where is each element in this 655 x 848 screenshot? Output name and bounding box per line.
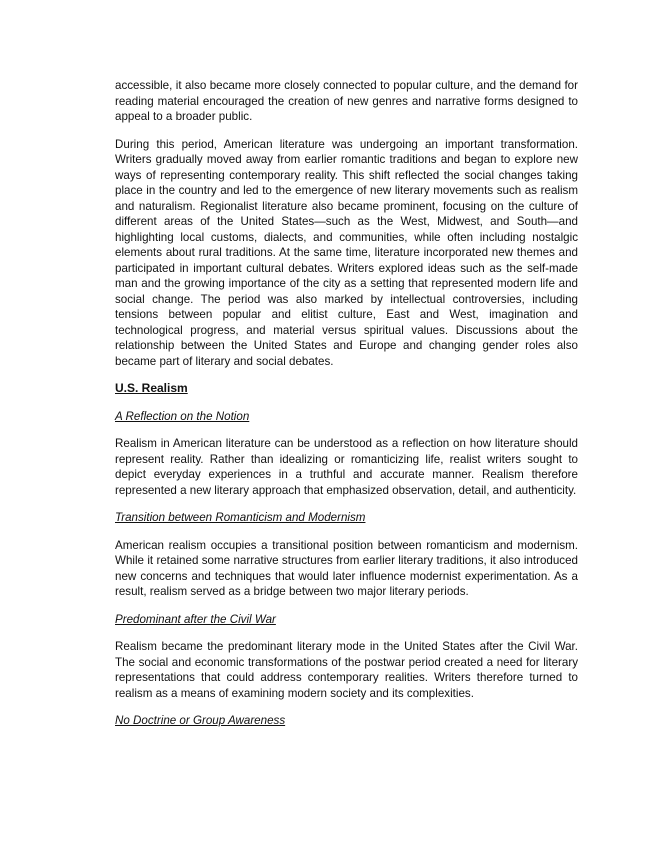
section-heading-us-realism: U.S. Realism bbox=[115, 381, 188, 395]
subheading-reflection-notion: A Reflection on the Notion bbox=[115, 409, 250, 423]
subheading-transition: Transition between Romanticism and Modernism bbox=[115, 511, 366, 524]
subheading-predominant-civil-war: Predominant after the Civil War bbox=[115, 612, 276, 626]
document-page bbox=[115, 78, 578, 741]
subheading-no-doctrine: No Doctrine or Group Awareness bbox=[115, 714, 286, 727]
paragraph-transition: American realism occupies a transitional position between romanticism and modernism. While it retained some narrative structures from earlier literary traditions, it also introduced new concerns and techniques that would later influence modernist experimentation. As a result, realism served as a bridge between two major literary periods. bbox=[115, 538, 578, 598]
paragraph-reflection-notion: Realism in American literature can be understood as a reflection on how literature should represent reality. Rather than idealizing or romanticizing life, realist writers sought to depict everyday experiences in a truthful and accurate manner. Realism therefore represented a new literary approach that emphasized observation, detail, and authenticity. bbox=[115, 437, 578, 497]
paragraph-continuation: accessible, it also became more closely connected to popular culture, and the demand for reading material encouraged the creation of new genres and narrative forms designed to appeal to a broader public. bbox=[115, 79, 578, 123]
paragraph-literature-transformation: During this period, American literature was undergoing an important transformation. Writers gradually moved away from earlier romantic traditions and began to explore new ways of representing contemporary reality. This shift reflected the social changes taking place in the country and led to the emergence of new literary movements such as realism and naturalism. Regionalist literature also became prominent, focusing on the culture of different areas of the United States—such as the West, Midwest, and South—and highlighting local customs, dialects, and communities, while often including nostalgic elements about rural traditions. At the same time, literature incorporated new themes and participated in important cultural debates. Writers explored ideas such as the self-made man and the growing importance of the city as a setting that represented modern life and social change. The period was also marked by intellectual controversies, including tensions between popular and elitist culture, East and West, imagination and technological progress, and material versus spiritual values. Discussions about the relationship between the United States and Europe and changing gender roles also became part of literary and social debates. bbox=[115, 137, 578, 368]
paragraph-predominant-civil-war: Realism became the predominant literary mode in the United States after the Civil War. The social and economic transformations of the postwar period created a need for literary representations that could address contemporary realities. Writers therefore turned to realism as a means of examining modern society and its complexities. bbox=[115, 640, 578, 700]
